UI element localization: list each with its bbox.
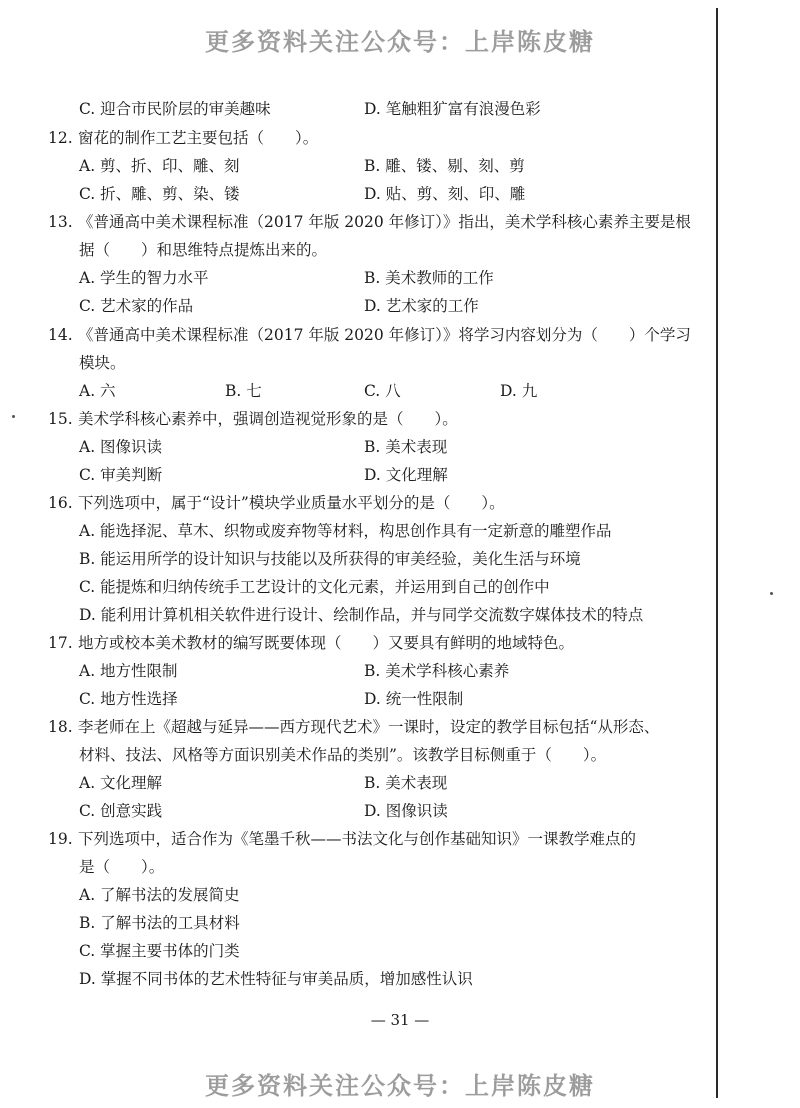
question-14-stem-cont: 模块。 [79,354,126,372]
q17-option-c: C. 地方性选择 [79,690,178,708]
q13-option-c: C. 艺术家的作品 [79,297,194,315]
question-19-stem: 19. 下列选项中，适合作为《笔墨千秋——书法文化与创作基础知识》一课教学难点的 [48,830,637,848]
watermark-top: 更多资料关注公众号：上岸陈皮糖 [205,28,595,56]
q14-option-c: C. 八 [364,382,401,400]
watermark-bottom: 更多资料关注公众号：上岸陈皮糖 [205,1072,595,1100]
q12-option-c: C. 折、雕、剪、染、镂 [79,185,240,203]
question-number: 16. [48,494,73,512]
q15-option-a: A. 图像识读 [79,438,163,456]
q17-option-b: B. 美术学科核心素养 [364,662,510,680]
q13-option-b: B. 美术教师的工作 [364,269,494,287]
q18-option-d: D. 图像识读 [364,802,448,820]
q12-option-d: D. 贴、剪、刻、印、雕 [364,185,526,203]
question-13-stem: 13. 《普通高中美术课程标准（2017 年版 2020 年修订）》指出，美术学科核心素养主要是根 [48,213,691,231]
q12-option-a: A. 剪、折、印、雕、刻 [79,157,240,175]
q14-option-d: D. 九 [500,382,538,400]
question-number: 18. [48,718,73,736]
q16-option-d: D. 能利用计算机相关软件进行设计、绘制作品，并与同学交流数字媒体技术的特点 [79,606,644,624]
q19-option-a: A. 了解书法的发展简史 [79,886,240,904]
q13-option-a: A. 学生的智力水平 [79,269,209,287]
q16-option-c: C. 能提炼和归纳传统手工艺设计的文化元素，并运用到自己的创作中 [79,578,550,596]
question-number: 13. [48,213,73,231]
question-16-stem: 16. 下列选项中，属于“设计”模块学业质量水平划分的是（ ）。 [48,494,505,512]
prev-option-c: C. 迎合市民阶层的审美趣味 [79,100,271,118]
q16-option-a: A. 能选择泥、草木、织物或废弃物等材料，构思创作具有一定新意的雕塑作品 [79,522,612,540]
question-19-stem-cont: 是（ ）。 [79,858,165,876]
question-18-stem: 18. 李老师在上《超越与延异——西方现代艺术》一课时，设定的教学目标包括“从形态、 [48,718,660,736]
q19-option-c: C. 掌握主要书体的门类 [79,942,240,960]
page-number: — 31 — [370,1011,430,1029]
q19-option-d: D. 掌握不同书体的艺术性特征与审美品质，增加感性认识 [79,970,473,988]
question-14-stem: 14. 《普通高中美术课程标准（2017 年版 2020 年修订）》将学习内容划分为（ ）个学习 [48,326,691,344]
question-number: 14. [48,326,73,344]
q14-option-a: A. 六 [79,382,116,400]
q18-option-a: A. 文化理解 [79,774,163,792]
question-number: 19. [48,830,73,848]
q15-option-b: B. 美术表现 [364,438,448,456]
q18-option-c: C. 创意实践 [79,802,163,820]
q18-option-b: B. 美术表现 [364,774,448,792]
question-number: 17. [48,634,73,652]
q19-option-b: B. 了解书法的工具材料 [79,914,240,932]
q15-option-d: D. 文化理解 [364,466,448,484]
q17-option-a: A. 地方性限制 [79,662,178,680]
question-15-stem: 15. 美术学科核心素养中，强调创造视觉形象的是（ ）。 [48,410,458,428]
q13-option-d: D. 艺术家的工作 [364,297,479,315]
question-number: 15. [48,410,73,428]
q16-option-b: B. 能运用所学的设计知识与技能以及所获得的审美经验，美化生活与环境 [79,550,581,568]
q17-option-d: D. 统一性限制 [364,690,464,708]
question-17-stem: 17. 地方或校本美术教材的编写既要体现（ ）又要具有鲜明的地域特色。 [48,634,575,652]
q14-option-b: B. 七 [225,382,262,400]
question-18-stem-cont: 材料、技法、风格等方面识别美术作品的类别”。该教学目标侧重于（ ）。 [79,746,607,764]
q12-option-b: B. 雕、镂、剔、刻、剪 [364,157,525,175]
question-12-stem: 12. 窗花的制作工艺主要包括（ ）。 [48,129,319,147]
q15-option-c: C. 审美判断 [79,466,163,484]
question-13-stem-cont: 据（ ）和思维特点提炼出来的。 [79,241,328,259]
prev-option-d: D. 笔触粗犷富有浪漫色彩 [364,100,541,118]
question-number: 12. [48,129,73,147]
